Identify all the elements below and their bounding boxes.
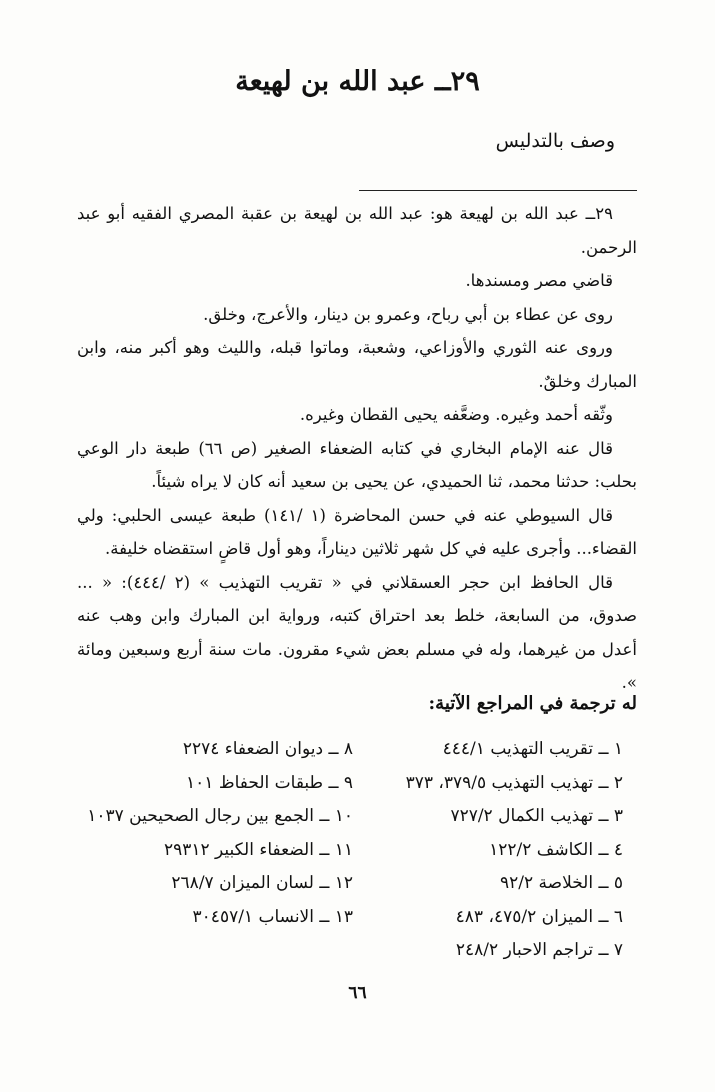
reference-item: ١٢ ــ لسان الميزان ٢٦٨/٧ [171,873,353,893]
reference-item: ٧ ــ تراجم الاحبار ٢٤٨/٢ [455,940,623,960]
reference-item: ١٠ ــ الجمع بين رجال الصحيحين ١٠٣٧ [87,806,353,826]
references-left-column [63,733,353,934]
references-heading: له ترجمة في المراجع الآتية: [428,693,637,714]
reference-item: ١ ــ تقريب التهذيب ٤٤٤/١ [442,739,623,759]
reference-item: ٢ ــ تهذيب التهذيب ٣٧٩/٥، ٣٧٣ [405,772,623,793]
reference-item: ٩ ــ طبقات الحفاظ ١٠١ [186,772,353,793]
footnote-divider [359,190,637,191]
reference-item: ١٣ ــ الانساب ٣٠٤٥٧/١ [192,906,353,927]
reference-item: ١١ ــ الضعفاء الكبير ٢٩٣١٢ [163,839,353,860]
note-paragraph: قاضي مصر ومسندها. [465,271,613,290]
entry-title: ٢٩ــ عبد الله بن لهيعة [235,66,480,97]
note-paragraph: قال عنه الإمام البخاري في كتابه الضعفاء الصغير (ص ٦٦) طبعة دار الوعي بحلب: حدثنا محمد، ثنا الحميدي، عن يحيى بن سعيد أنه كان لا يراه شيئاً. [77,438,637,491]
reference-item: ٣ ــ تهذيب الكمال ٧٢٧/٢ [450,806,623,826]
references-right-column [373,733,623,968]
reference-item: ٨ ــ ديوان الضعفاء ٢٢٧٤ [182,739,353,759]
note-paragraph: وثّقه أحمد وغيره. وضعَّفه يحيى القطان وغيره. [299,405,613,424]
entry-subtitle: وصف بالتدليس [495,130,615,152]
reference-item: ٥ ــ الخلاصة ٩٢/٢ [499,873,623,893]
note-paragraph: روى عن عطاء بن أبي رباح، وعمرو بن دينار، والأعرج، وخلق. [203,304,613,324]
note-paragraph: ٢٩ــ عبد الله بن لهيعة هو: عبد الله بن لهيعة بن عقبة المصري الفقيه أبو عبد الرحمن. [77,204,637,257]
reference-item: ٤ ــ الكاشف ١٢٢/٢ [489,839,623,860]
biography-notes [77,197,637,700]
page-number: ٦٦ [348,983,367,1003]
note-paragraph: قال السيوطي عنه في حسن المحاضرة (١ /١٤١) طبعة عيسى الحلبي: ولي القضاء... وأجرى عليه في كل شهر ثلاثين ديناراً، وهو أول قاضٍ استقضاه خليفة. [77,505,637,558]
note-paragraph: قال الحافظ ابن حجر العسقلاني في « تقريب التهذيب » (٢ /٤٤٤): « ... صدوق، من السابعة، خلط بعد احتراق كتبه، ورواية ابن المبارك وابن وهب عنه أعدل من غيرهما، وله في مسلم بعض شيء مقرون. مات سنة أربع وسبعين ومائة ». [77,572,637,692]
note-paragraph: وروى عنه الثوري والأوزاعي، وشعبة، وماتوا قبله، والليث وهو أكبر منه، وابن المبارك وخلقٌ. [77,338,637,391]
reference-item: ٦ ــ الميزان ٤٧٥/٢، ٤٨٣ [455,906,623,927]
